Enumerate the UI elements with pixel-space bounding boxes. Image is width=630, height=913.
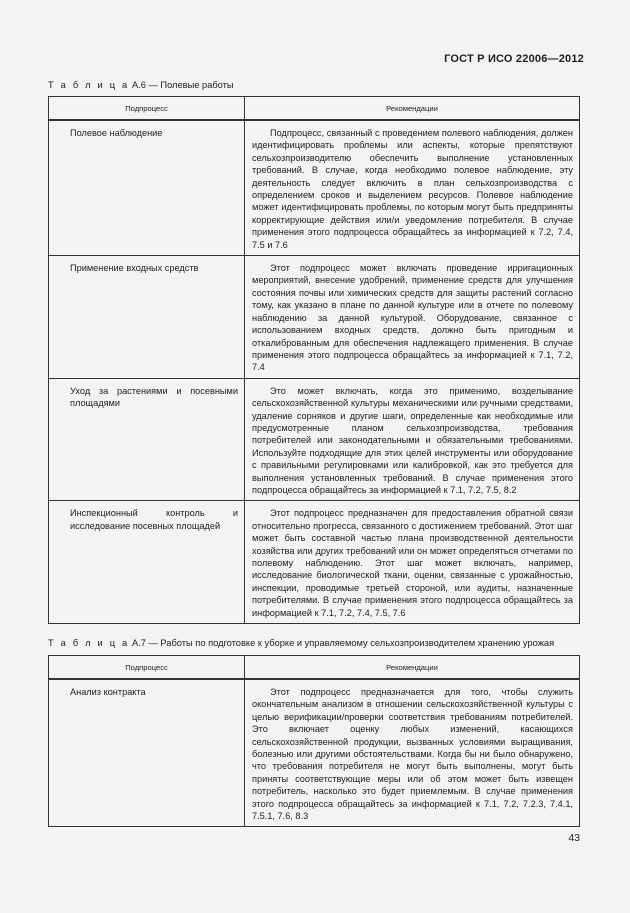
table-row xyxy=(49,378,580,501)
subprocess-cell: Применение входных средств xyxy=(49,256,245,379)
caption-text: А.7 — Работы по подготовке к уборке и управляемому сельхозпроизводителем хранению урожая xyxy=(131,638,555,648)
table-row xyxy=(49,679,580,827)
recommendation-cell: Этот подпроцесс предназначается для того, чтобы служить окончательным анализом в отношении сельскохозяйственной культуры с целью верификации/проверки соответствия требованиям потребителей. Это включает оценку любых изменений, касающихся сельскохозяйственной продукции, вызванных условиями выращивания, болезнью или другими обстоятельствами. Когда бы ни было обнаружено, что требования потребителя не могут быть выполнены, могут быть приняты соответствующие меры или об этом может быть извещен потребитель, насколько это будет приемлемым. В случае применения этого подпроцесса обращайтесь за информацией к 7.1, 7.2, 7.2.3, 7.4.1, 7.5.1, 7.6, 8.3 xyxy=(245,679,580,827)
table-header-row xyxy=(49,656,580,680)
column-header-subprocess: Подпроцесс xyxy=(49,97,245,121)
table-row xyxy=(49,256,580,379)
table-a7 xyxy=(48,655,580,827)
column-header-recommendations: Рекомендации xyxy=(245,97,580,121)
table-a6-caption xyxy=(48,80,234,90)
column-header-subprocess: Подпроцесс xyxy=(49,656,245,680)
table-a7-caption xyxy=(48,638,554,648)
table-header-row xyxy=(49,97,580,121)
subprocess-cell: Анализ контракта xyxy=(49,679,245,827)
caption-prefix: Т а б л и ц а xyxy=(48,80,130,90)
recommendation-cell: Этот подпроцесс предназначен для предоставления обратной связи относительно прогресса, связанного с достижением требований. Этот шаг может быть составной частью плана производственной деятельности хозяйства или других требований или он может определяться отчетами по полевому наблюдению. Этот шаг может включать, например, исследование биологической ткани, оценки, связанные с урожайностью, инспекции, проводимые третьей стороной, или аудиты, назначенные потребителями. В случае применения этого подпроцесса обращайтесь за информацией к 7.1, 7.2, 7.4, 7.5, 7.6 xyxy=(245,501,580,624)
subprocess-cell: Инспекционный контроль и исследование посевных площадей xyxy=(49,501,245,624)
recommendation-cell: Это может включать, когда это применимо, возделывание сельскохозяйственной культуры механическими или ручными средствами, удаление сорняков и другие шаги, определенные как необходимые или предусмотренные планом сельхозпроизводства, требования потребителей или законодательными и обязательными требованиями. Используйте подходящие для этих целей инструменты или оборудование с правильными регулировками или калибровкой, как это требуется для выполнения установленных требований. В случае применения этого подпроцесса обращайтесь за информацией к 7.1, 7.2, 7.5, 8.2 xyxy=(245,378,580,501)
subprocess-cell: Уход за растениями и посевными площадями xyxy=(49,378,245,501)
column-header-recommendations: Рекомендации xyxy=(245,656,580,680)
table-row xyxy=(49,120,580,256)
caption-prefix: Т а б л и ц а xyxy=(48,638,130,648)
table-a6 xyxy=(48,96,580,624)
page-number: 43 xyxy=(568,832,580,844)
recommendation-cell: Подпроцесс, связанный с проведением полевого наблюдения, должен идентифицировать проблемы или аспекты, которые препятствуют сельхозпроизводителю обеспечить выполнение установленных требований. В случае, когда необходимо полевое наблюдение, эту деятельность следует включить в план сельхозпроизводства с определением сроков и выделением ресурсов. Полевое наблюдение может идентифицировать проблемы, по которым могут быть предприняты корректирующие действия или/и уведомление потребителя. В случае применения этого подпроцесса обращайтесь за информацией к 7.2, 7.4, 7.5 и 7.6 xyxy=(245,120,580,256)
standard-designation: ГОСТ Р ИСО 22006—2012 xyxy=(444,53,584,65)
recommendation-cell: Этот подпроцесс может включать проведение ирригационных мероприятий, внесение удобрений, применение средств для улучшения состояния почвы или химических средств для защиты растений согласно тому, как указано в плане по данной культуре или в отчете по полевому наблюдению за данной культурой. Оборудование, связанное с использованием входных средств, должно быть пригодным и откалиброванным для обеспечения надлежащего применения. В случае применения этого подпроцесса обращайтесь за информацией к 7.1, 7.2, 7.4 xyxy=(245,256,580,379)
table-row xyxy=(49,501,580,624)
subprocess-cell: Полевое наблюдение xyxy=(49,120,245,256)
caption-text: А.6 — Полевые работы xyxy=(131,80,234,90)
